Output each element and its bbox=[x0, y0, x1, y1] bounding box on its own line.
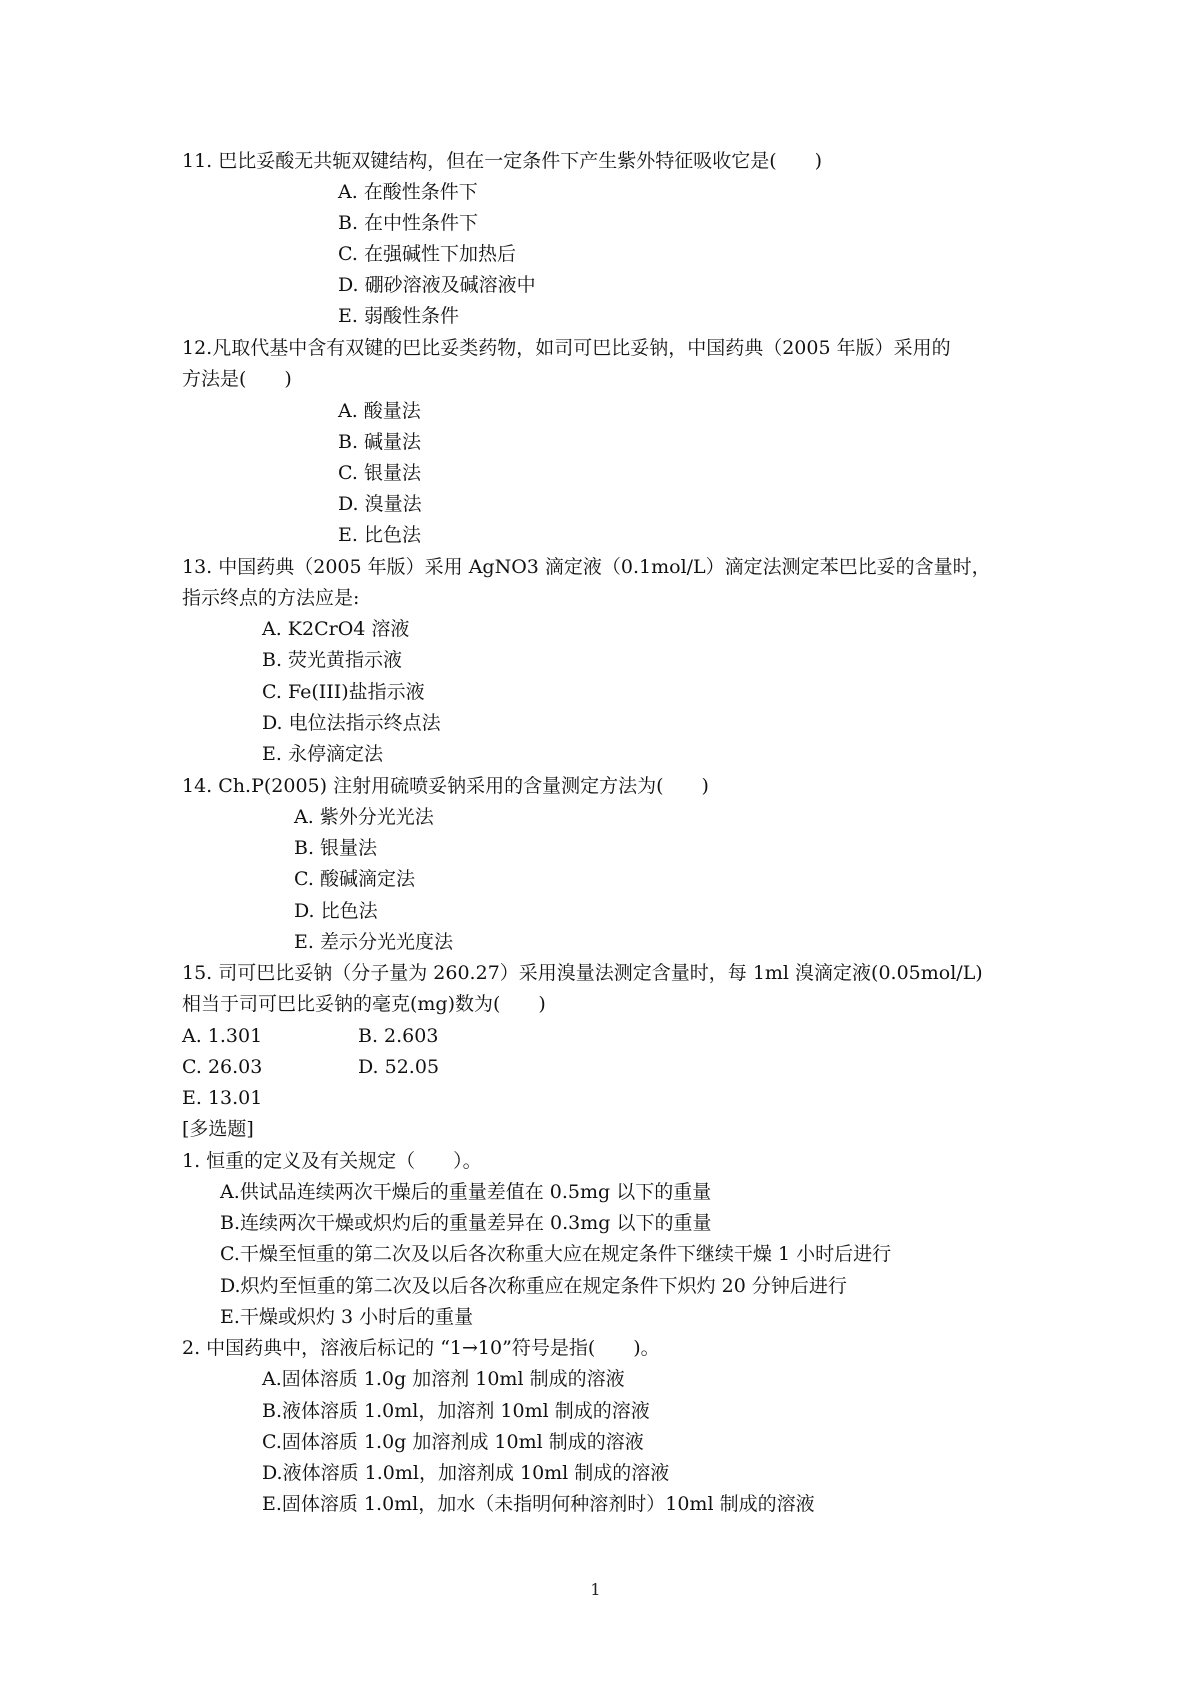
q11-option-c: C. 在强碱性下加热后 bbox=[338, 243, 516, 265]
q15-option-a: A. 1.301 bbox=[182, 1025, 263, 1047]
q12-stem-line2: 方法是( ) bbox=[182, 368, 292, 390]
m1-option-e: E.干燥或炽灼 3 小时后的重量 bbox=[220, 1306, 474, 1328]
page-number: 1 bbox=[590, 1580, 601, 1599]
q11-stem: 11. 巴比妥酸无共轭双键结构，但在一定条件下产生紫外特征吸收它是( ) bbox=[182, 150, 823, 172]
q12-stem-line1: 12.凡取代基中含有双键的巴比妥类药物，如司可巴比妥钠，中国药典（2005 年版）采用的 bbox=[182, 337, 951, 359]
q14-option-a: A. 紫外分光光法 bbox=[294, 806, 434, 828]
m1-option-b: B.连续两次干燥或炽灼后的重量差异在 0.3mg 以下的重量 bbox=[220, 1212, 712, 1234]
m1-stem: 1. 恒重的定义及有关规定（ ）。 bbox=[182, 1150, 482, 1172]
m2-option-d: D.液体溶质 1.0ml，加溶剂成 10ml 制成的溶液 bbox=[262, 1462, 670, 1484]
q14-stem: 14. Ch.P(2005) 注射用硫喷妥钠采用的含量测定方法为( ) bbox=[182, 775, 709, 797]
m1-option-a: A.供试品连续两次干燥后的重量差值在 0.5mg 以下的重量 bbox=[220, 1181, 712, 1203]
q12-option-d: D. 溴量法 bbox=[338, 493, 422, 515]
q15-stem-line1: 15. 司可巴比妥钠（分子量为 260.27）采用溴量法测定含量时，每 1ml 溴滴定液(0.05mol/L) bbox=[182, 962, 983, 984]
q15-option-e: E. 13.01 bbox=[182, 1087, 263, 1109]
q15-stem-line2: 相当于司可巴比妥钠的毫克(mg)数为( ) bbox=[182, 993, 546, 1015]
q12-option-a: A. 酸量法 bbox=[338, 400, 421, 422]
q11-option-a: A. 在酸性条件下 bbox=[338, 181, 478, 203]
q15-option-d: D. 52.05 bbox=[358, 1056, 440, 1078]
q14-option-b: B. 银量法 bbox=[294, 837, 378, 859]
q15-option-c: C. 26.03 bbox=[182, 1056, 263, 1078]
q13-option-c: C. Fe(III)盐指示液 bbox=[262, 681, 425, 703]
q11-option-d: D. 硼砂溶液及碱溶液中 bbox=[338, 274, 536, 296]
q12-option-c: C. 银量法 bbox=[338, 462, 421, 484]
m2-option-c: C.固体溶质 1.0g 加溶剂成 10ml 制成的溶液 bbox=[262, 1431, 644, 1453]
q13-option-a: A. K2CrO4 溶液 bbox=[262, 618, 410, 640]
q15-option-b: B. 2.603 bbox=[358, 1025, 439, 1047]
m1-option-c: C.干燥至恒重的第二次及以后各次称重大应在规定条件下继续干燥 1 小时后进行 bbox=[220, 1243, 892, 1265]
m1-option-d: D.炽灼至恒重的第二次及以后各次称重应在规定条件下炽灼 20 分钟后进行 bbox=[220, 1275, 847, 1297]
q11-option-b: B. 在中性条件下 bbox=[338, 212, 479, 234]
m2-option-b: B.液体溶质 1.0ml，加溶剂 10ml 制成的溶液 bbox=[262, 1400, 650, 1422]
q13-stem-line1: 13. 中国药典（2005 年版）采用 AgNO3 滴定液（0.1mol/L）滴定法测定苯巴比妥的含量时， bbox=[182, 556, 991, 578]
q12-option-b: B. 碱量法 bbox=[338, 431, 422, 453]
q13-stem-line2: 指示终点的方法应是: bbox=[182, 587, 360, 609]
q11-option-e: E. 弱酸性条件 bbox=[338, 305, 459, 327]
q12-option-e: E. 比色法 bbox=[338, 524, 421, 546]
m2-option-e: E.固体溶质 1.0ml，加水（未指明何种溶剂时）10ml 制成的溶液 bbox=[262, 1493, 815, 1515]
section-heading: [多选题] bbox=[182, 1118, 254, 1140]
q14-option-c: C. 酸碱滴定法 bbox=[294, 868, 415, 890]
q14-option-e: E. 差示分光光度法 bbox=[294, 931, 453, 953]
m2-option-a: A.固体溶质 1.0g 加溶剂 10ml 制成的溶液 bbox=[262, 1368, 625, 1390]
m2-stem: 2. 中国药典中，溶液后标记的 “1→10”符号是指( )。 bbox=[182, 1337, 660, 1359]
q13-option-b: B. 荧光黄指示液 bbox=[262, 649, 403, 671]
q14-option-d: D. 比色法 bbox=[294, 900, 378, 922]
q13-option-d: D. 电位法指示终点法 bbox=[262, 712, 441, 734]
q13-option-e: E. 永停滴定法 bbox=[262, 743, 383, 765]
